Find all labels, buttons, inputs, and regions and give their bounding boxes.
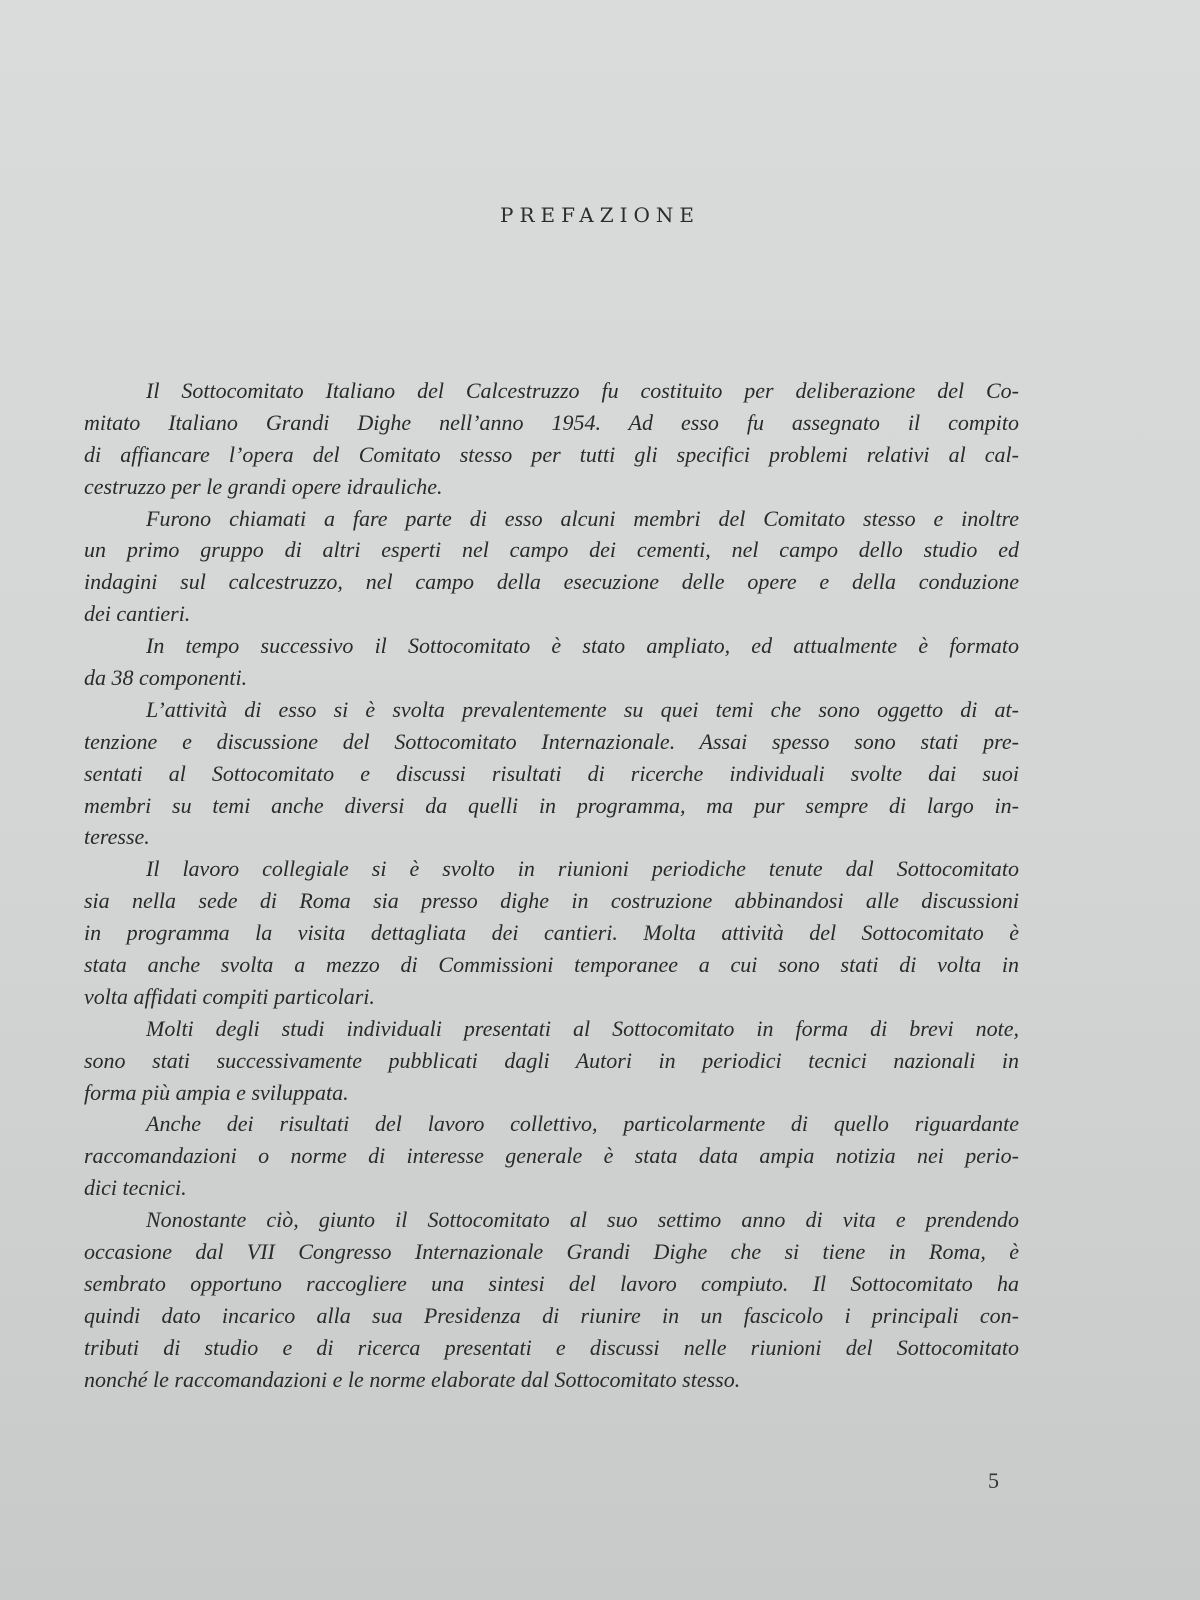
paragraph [84,853,1019,1012]
text-line: sentati al Sottocomitato e discussi risultati di ricerche individuali svolte dai suoi [84,760,1019,786]
text-line: in programma la visita dettagliata dei cantieri. Molta attività del Sottocomitato è [84,920,1019,946]
text-line: In tempo successivo il Sottocomitato è stato ampliato, ed attualmente è formato [146,633,1019,659]
page-title: PREFAZIONE [500,203,700,227]
text-line: mitato Italiano Grandi Dighe nell’anno 1954. Ad esso fu assegnato il compito [84,409,1019,435]
text-line: Molti degli studi individuali presentati al Sottocomitato in forma di brevi note, [146,1015,1019,1041]
text-line: Anche dei risultati del lavoro collettivo, particolarmente di quello riguardante [146,1111,1019,1137]
text-line: indagini sul calcestruzzo, nel campo della esecuzione delle opere e della conduzione [84,569,1019,595]
text-line: Nonostante ciò, giunto il Sottocomitato al suo settimo anno di vita e prendendo [146,1207,1019,1233]
text-line: un primo gruppo di altri esperti nel campo dei cementi, nel campo dello studio ed [84,537,1019,563]
text-line: forma più ampia e sviluppata. [84,1079,349,1105]
text-line: Il lavoro collegiale si è svolto in riunioni periodiche tenute dal Sottocomitato [146,856,1019,882]
paragraph [84,1013,1019,1109]
text-line: L’attività di esso si è svolta prevalentemente su quei temi che sono oggetto di at- [146,696,1019,722]
text-line: tenzione e discussione del Sottocomitato Internazionale. Assai spesso sono stati pre- [84,728,1019,754]
text-line: di affiancare l’opera del Comitato stesso per tutti gli specifici problemi relativi al cal- [84,441,1019,467]
text-line: cestruzzo per le grandi opere idrauliche. [84,473,443,499]
text-line: quindi dato incarico alla sua Presidenza di riunire in un fascicolo i principali con- [84,1302,1019,1328]
text-line: da 38 componenti. [84,665,248,691]
text-line: sono stati successivamente pubblicati dagli Autori in periodici tecnici nazionali in [84,1047,1019,1073]
text-line: membri su temi anche diversi da quelli in programma, ma pur sempre di largo in- [84,792,1019,818]
text-line: dici tecnici. [84,1175,187,1201]
paragraph [84,375,1019,503]
paragraph [84,694,1019,853]
page-number: 5 [988,1468,999,1493]
text-line: Furono chiamati a fare parte di esso alcuni membri del Comitato stesso e inoltre [146,505,1019,531]
paragraph [84,1204,1019,1395]
text-line: teresse. [84,824,150,850]
text-line: tributi di studio e di ricerca presentati e discussi nelle riunioni del Sottocomitato [84,1334,1019,1360]
paragraph [84,503,1019,631]
text-line: volta affidati compiti particolari. [84,983,375,1009]
paragraph [84,630,1019,694]
paragraph [84,1108,1019,1204]
text-line: raccomandazioni o norme di interesse generale è stata data ampia notizia nei perio- [84,1143,1019,1169]
text-line: sembrato opportuno raccogliere una sintesi del lavoro compiuto. Il Sottocomitato ha [84,1270,1019,1296]
text-line: dei cantieri. [84,601,191,627]
text-line: nonché le raccomandazioni e le norme elaborate dal Sottocomitato stesso. [84,1366,741,1392]
text-line: stata anche svolta a mezzo di Commissioni temporanee a cui sono stati di volta in [84,952,1019,978]
preface-body [84,375,1019,1396]
text-line: Il Sottocomitato Italiano del Calcestruzzo fu costituito per deliberazione del Co- [146,378,1019,403]
text-line: occasione dal VII Congresso Internazionale Grandi Dighe che si tiene in Roma, è [84,1239,1019,1265]
text-line: sia nella sede di Roma sia presso dighe in costruzione abbinandosi alle discussioni [84,888,1019,914]
